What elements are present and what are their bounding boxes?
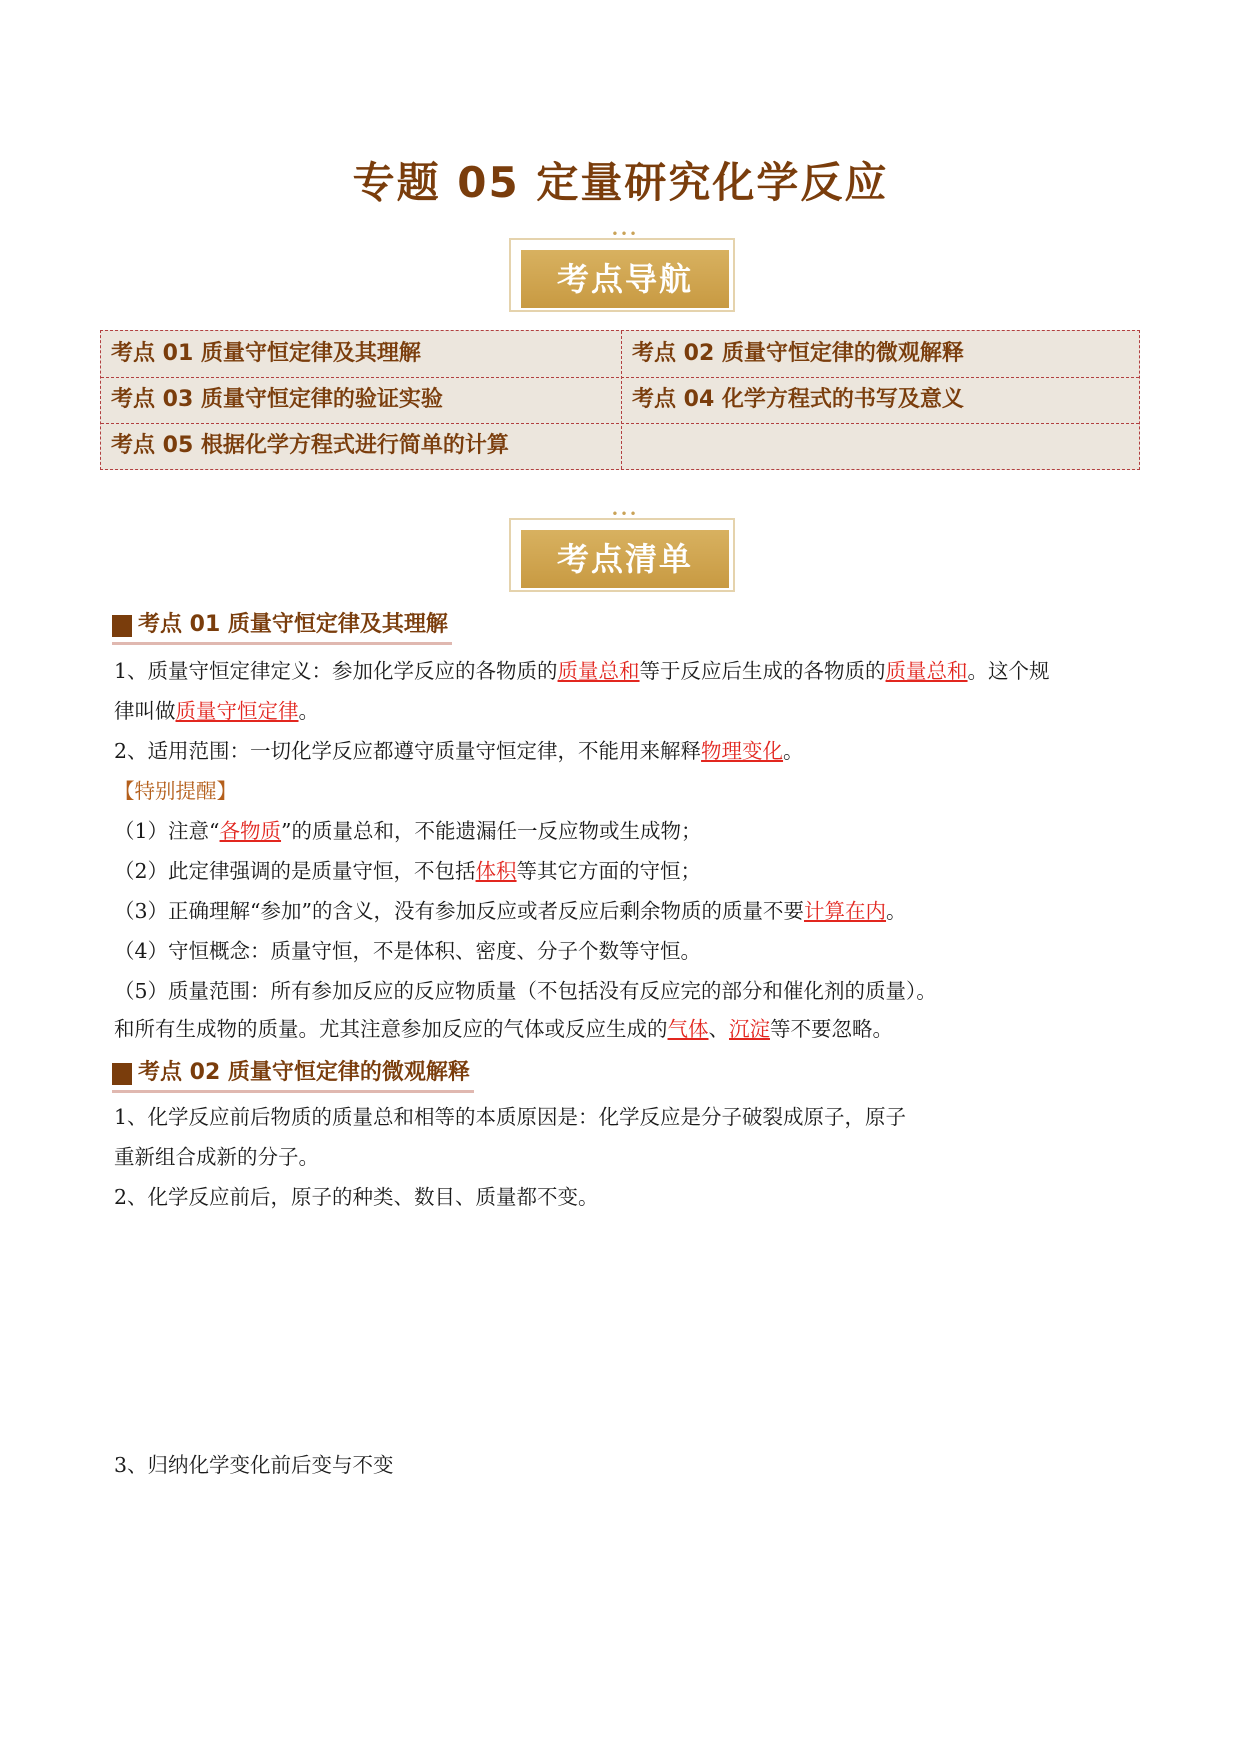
badge-label: 考点清单 [521,530,729,588]
text: 、 [708,1017,729,1041]
nav-item-03[interactable]: 考点 03 质量守恒定律的验证实验 [111,387,443,412]
text: ”的质量总和，不能遗漏任一反应物或生成物； [281,819,702,843]
paragraph: 1、化学反应前后物质的质量总和相等的本质原因是：化学反应是分子破裂成原子，原子 [114,1105,907,1129]
answer-blank: 计算在内 [804,899,887,923]
heading-square-icon [112,615,132,637]
badge-dots: ••• [611,227,639,241]
section-heading-02 [112,1056,474,1093]
section-heading-01 [112,608,452,645]
section-heading-text: 考点 02 质量守恒定律的微观解释 [138,1060,470,1085]
paragraph: 2、化学反应前后，原子的种类、数目、质量都不变。 [114,1185,599,1209]
text: （3）正确理解“参加”的含义，没有参加反应或者反应后剩余物质的质量不要 [114,899,805,923]
answer-blank: 沉淀 [729,1017,770,1041]
nav-item-01[interactable]: 考点 01 质量守恒定律及其理解 [111,341,421,366]
text: 和所有生成物的质量。尤其注意参加反应的气体或反应生成的 [114,1017,668,1041]
text: 。 [886,899,907,923]
text: 1、质量守恒定律定义：参加化学反应的各物质的 [114,659,558,683]
tip-item [114,816,702,846]
nav-item-04[interactable]: 考点 04 化学方程式的书写及意义 [632,387,964,412]
page-title: 专题 05 定量研究化学反应 [352,158,889,207]
paragraph: 重新组合成新的分子。 [114,1145,319,1169]
badge-dots: ••• [611,507,639,521]
answer-blank: 质量总和 [557,659,640,683]
text: 等其它方面的守恒； [516,859,702,883]
text: （2）此定律强调的是质量守恒，不包括 [114,859,476,883]
text: 2、适用范围：一切化学反应都遵守质量守恒定律，不能用来解释 [114,739,702,763]
paragraph: 3、归纳化学变化前后变与不变 [114,1453,394,1477]
text: 。 [783,739,804,763]
tip-item [114,856,701,886]
paragraph [114,736,804,766]
text: 等于反应后生成的各物质的 [639,659,886,683]
text: 。这个规 [967,659,1050,683]
answer-blank: 体积 [475,859,517,883]
text: 。 [298,699,319,723]
heading-square-icon [112,1063,132,1085]
answer-blank: 质量总和 [885,659,968,683]
nav-badge [505,228,745,318]
badge-label: 考点导航 [521,250,729,308]
text: 律叫做 [114,699,176,723]
answer-blank: 质量守恒定律 [175,699,299,723]
text: 等不要忽略。 [770,1017,893,1041]
answer-blank: 物理变化 [701,739,784,763]
paragraph [114,696,319,726]
tip-item [114,896,907,926]
nav-item-05[interactable]: 考点 05 根据化学方程式进行简单的计算 [111,433,509,458]
paragraph [114,656,1050,686]
nav-item-02[interactable]: 考点 02 质量守恒定律的微观解释 [632,341,964,366]
paragraph [114,1014,893,1044]
tip-item: （4）守恒概念：质量守恒，不是体积、密度、分子个数等守恒。 [114,939,702,963]
text: （1）注意“ [114,819,220,843]
nav-table [100,330,1140,470]
list-badge [505,508,745,598]
answer-blank: 气体 [667,1017,709,1041]
special-tip-label: 【特别提醒】 [114,779,237,803]
answer-blank: 各物质 [219,819,282,843]
tip-item: （5）质量范围：所有参加反应的反应物质量（不包括没有反应完的部分和催化剂的质量）。 [114,979,937,1003]
section-heading-text: 考点 01 质量守恒定律及其理解 [138,612,448,637]
